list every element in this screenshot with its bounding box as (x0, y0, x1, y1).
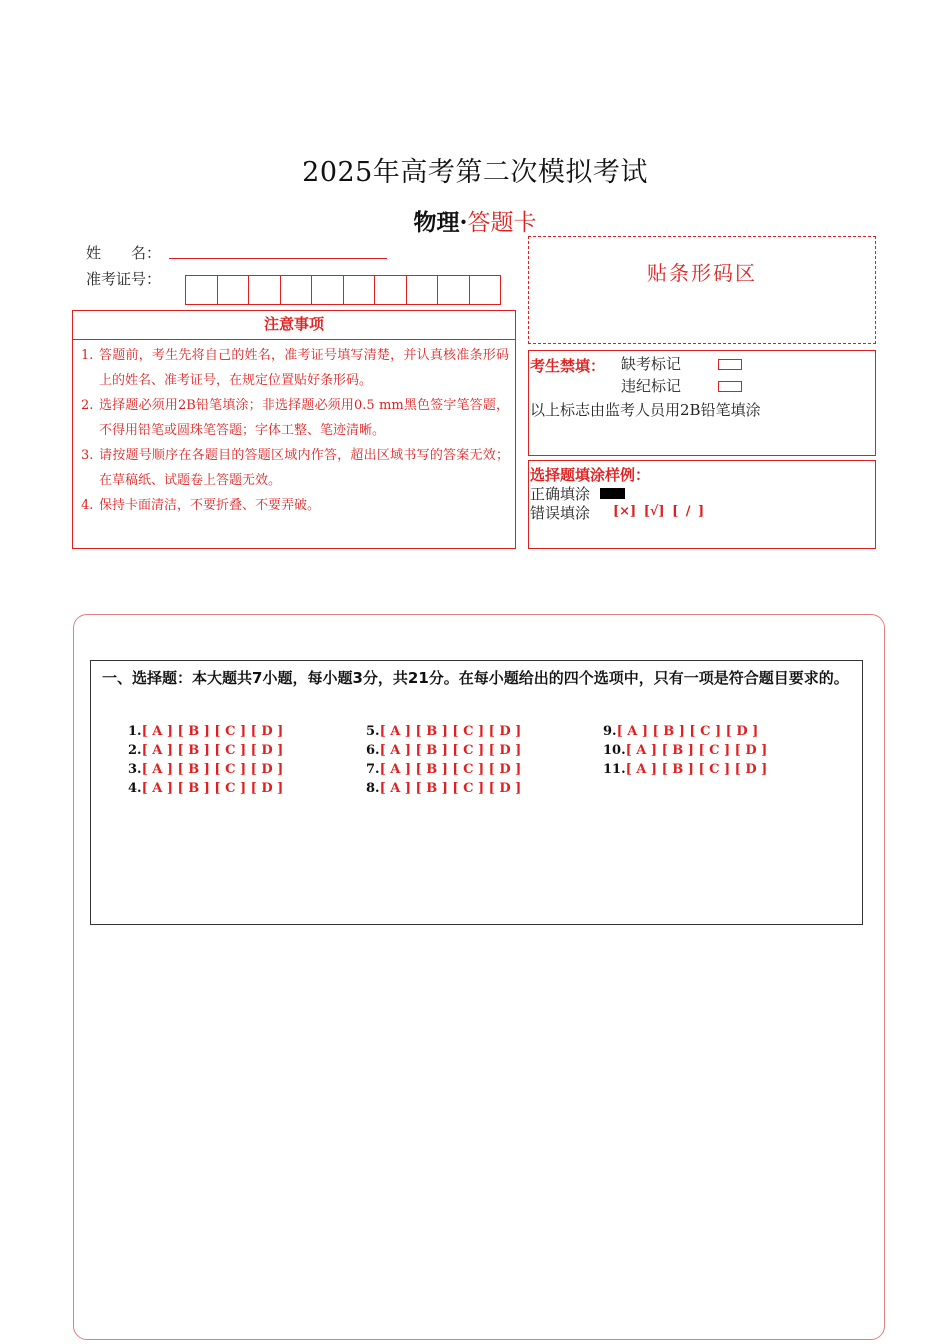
exam-number-cell[interactable] (344, 276, 376, 304)
notice-item (81, 493, 509, 518)
notice-item (81, 343, 509, 393)
violation-mark-label: 违纪标记 (621, 377, 682, 395)
exam-number-cell[interactable] (375, 276, 407, 304)
choice-section-heading: 一、选择题：本大题共7小题，每小题3分，共21分。在每小题给出的四个选项中，只有一项是符合题目要求的。 (102, 669, 849, 687)
question-number: 9. (603, 724, 617, 739)
answer-options[interactable]: [ A ] [ B ] [ C ] [ D ] (141, 743, 284, 758)
barcode-label: 贴条形码区 (647, 261, 757, 285)
wrong-fill-label: 错误填涂 (530, 504, 591, 522)
choice-question (128, 781, 283, 796)
exam-number-cell[interactable] (438, 276, 470, 304)
question-number: 10. (603, 743, 626, 758)
exam-number-cell[interactable] (281, 276, 313, 304)
answer-options[interactable]: [ A ] [ B ] [ C ] [ D ] (625, 743, 768, 758)
exam-number-cell[interactable] (407, 276, 439, 304)
forbid-note: 以上标志由监考人员用2B铅笔填涂 (530, 401, 761, 419)
choice-question (603, 762, 767, 777)
notice-title: 注意事项 (72, 310, 516, 340)
choice-section (90, 660, 863, 925)
question-number: 1. (128, 724, 142, 739)
notice-item (81, 443, 509, 493)
choice-question (603, 743, 767, 758)
exam-number-cell[interactable] (312, 276, 344, 304)
notice-item-number: 1. (81, 348, 94, 363)
question-number: 7. (366, 762, 380, 777)
notice-item-number: 2. (81, 398, 94, 413)
sample-panel (528, 460, 876, 549)
answer-options[interactable]: [ A ] [ B ] [ C ] [ D ] (625, 762, 768, 777)
choice-question (128, 743, 283, 758)
exam-number-label: 准考证号： (86, 270, 162, 288)
question-number: 5. (366, 724, 380, 739)
forbid-panel (528, 350, 876, 456)
question-number: 8. (366, 781, 380, 796)
barcode-area (528, 236, 876, 344)
answer-options[interactable]: [ A ] [ B ] [ C ] [ D ] (141, 762, 284, 777)
page-subtitle (0, 204, 950, 237)
absent-mark-label: 缺考标记 (621, 355, 682, 373)
notice-item-text: 保持卡面清洁，不要折叠、不要弄破。 (99, 498, 321, 513)
notice-list (72, 340, 516, 549)
choice-question (366, 781, 521, 796)
name-field[interactable] (169, 258, 387, 259)
question-number: 2. (128, 743, 142, 758)
question-number: 11. (603, 762, 626, 777)
choice-question (603, 724, 758, 739)
choice-question (128, 762, 283, 777)
answer-options[interactable]: [ A ] [ B ] [ C ] [ D ] (379, 724, 522, 739)
page-title: 2025年高考第二次模拟考试 (302, 157, 648, 188)
subtitle-subject: 物理· (413, 209, 468, 236)
question-number: 3. (128, 762, 142, 777)
answer-options[interactable]: [ A ] [ B ] [ C ] [ D ] (141, 781, 284, 796)
answer-options[interactable]: [ A ] [ B ] [ C ] [ D ] (379, 762, 522, 777)
choice-question (128, 724, 283, 739)
notice-item-text: 选择题必须用2B铅笔填涂；非选择题必须用0.5 mm黑色签字笔答题，不得用铅笔或圆珠笔答题；字体工整、笔迹清晰。 (99, 398, 509, 438)
exam-number-cell[interactable] (470, 276, 501, 304)
notice-item-text: 请按题号顺序在各题目的答题区域内作答，超出区域书写的答案无效；在草稿纸、试题卷上答题无效。 (99, 448, 509, 488)
name-label: 姓 名： (86, 244, 162, 262)
exam-number-cell[interactable] (186, 276, 218, 304)
sample-title: 选择题填涂样例： (530, 466, 651, 484)
choice-question (366, 724, 521, 739)
subtitle-card: 答题卡 (467, 210, 537, 236)
question-number: 6. (366, 743, 380, 758)
choice-question (366, 743, 521, 758)
notice-item-number: 4. (81, 498, 94, 513)
answer-options[interactable]: [ A ] [ B ] [ C ] [ D ] (379, 781, 522, 796)
exam-number-cell[interactable] (218, 276, 250, 304)
question-number: 4. (128, 781, 142, 796)
choice-question (366, 762, 521, 777)
notice-item-number: 3. (81, 448, 94, 463)
notice-item-text: 答题前，考生先将自己的姓名，准考证号填写清楚，并认真核准条形码上的姓名、准考证号，在规定位置贴好条形码。 (99, 348, 509, 388)
notice-item (81, 393, 509, 443)
exam-number-boxes[interactable] (185, 275, 501, 305)
answer-options[interactable]: [ A ] [ B ] [ C ] [ D ] (141, 724, 284, 739)
wrong-fill-marks: [×] [√] [ / ] (613, 504, 705, 519)
absent-mark-box[interactable] (718, 359, 742, 370)
answer-options[interactable]: [ A ] [ B ] [ C ] [ D ] (616, 724, 759, 739)
forbid-title: 考生禁填： (530, 357, 606, 375)
answer-options[interactable]: [ A ] [ B ] [ C ] [ D ] (379, 743, 522, 758)
correct-fill-label: 正确填涂 (530, 485, 591, 503)
exam-number-cell[interactable] (249, 276, 281, 304)
correct-fill-mark (600, 488, 625, 499)
violation-mark-box[interactable] (718, 381, 742, 392)
